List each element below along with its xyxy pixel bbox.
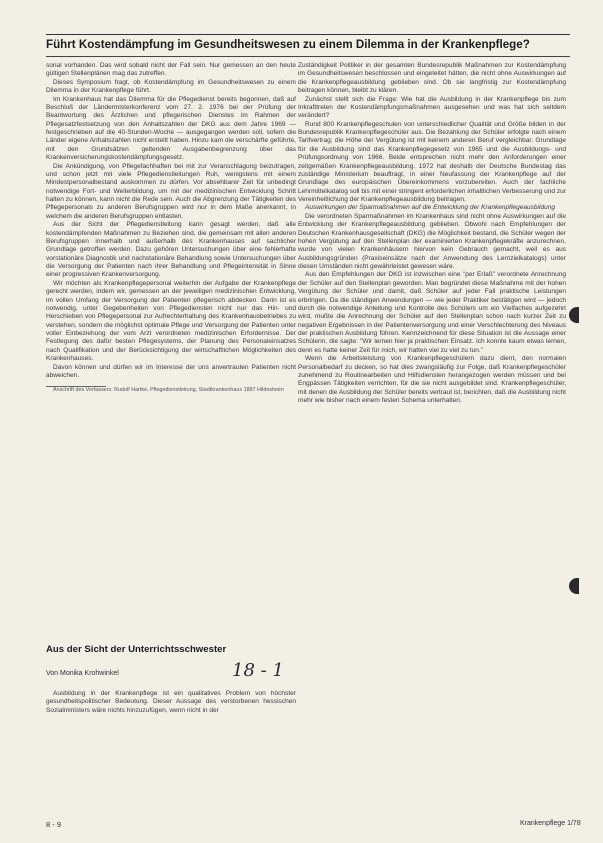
top-rule [46,34,570,35]
article-title: Führt Kostendämpfung im Gesundheitswesen zu einem Dilemma in der Krankenpflege? [46,38,530,51]
right-column [298,62,566,405]
page-number-left: 8 - 9 [46,820,62,829]
paragraph: Die Ankündigung, von Pflegefachhaften bei mit zur Veranschlagung beizutragen, und schon jetzt mit viele Pflegedienstleitungen Ruh, wenigstens mit einem Mindestpersonalbestand auskommen zu dürfen. Vor absehbarer Zeit für unbedingt notwendige Fort- und Weiterbildung, um mit der medizinischen Entwicklung Schritt halten zu können, kann nicht die Rede sein. Auch die Abgrenzung der Tätigkeiten des Pflegepersonals zu anderen Berufsgruppen wird nur in dem Maße anerkannt, in welchem die anderen Berufsgruppen entlasten. [46,162,296,220]
journal-footer: Krankenpflege 1/78 [520,820,581,827]
paragraph: Die verordneten Sparmaßnahmen im Krankenhaus sind nicht ohne Auswirkungen auf die Entwicklung der Krankenpflegeausbildung geblieben. Obwohl nach Empfehlungen der Deutschen Krankenhausgesellschaft (DKG) die Möglichkeit bestand, die Schüler wegen der hohen Vergütung auf den Stellenplan der examinierten Krankenpflegekräfte anzurechnen, wurde von vielen Krankenhäusern hiervon kein Gebrauch gemacht, weil es aus Ausbildungsgründen (Praxiseinsätze nach der Anwendung des Lernzielkatalogs) unter diesen Umständen nicht gewährleistet gewesen wäre. [298,212,566,270]
left-column [46,62,296,394]
lower-left-column [46,690,296,715]
author-byline: Von Monika Krohwinkel [46,670,119,677]
paragraph: Zuständigkeit Politiker in der gesamten Bundesrepublik Maßnahmen zur Kostendämpfung im Gesundheitswesen beschlossen und eingeleitet hätten, die nicht ohne Auswirkungen auf die Krankenpflegeausbildung geblieben sind. Ob sie langfristig zur Kostendämpfung beitragen können, bleibt zu klären. [298,62,566,95]
paragraph: Aus den Empfehlungen der DKG ist inzwischen eine "per Erlaß" verordnete Anrechnung der Schüler auf den Stellenplan geworden. Man begründet diese Maßnahme mit der hohen Vergütung der Schüler und damit, daß Schüler auf jeder Fall praktische Leistungen erbringen. Da die ständigen Anwendungen — wie jeder Praktiker bestätigen wird — jedoch durch die notwendige Anleitung und Kontrolle des Schülers um ein Vielfaches aufgezehrt wird, mußte die Anrechnung der Schüler auf den Stellenplan schon nach kurzer Zeit zu negativen Ergebnissen in der Patientenversorgung und einer Verschlechterung des Niveaus der praktischen Ausbildung führen. Kennzeichnend für diese Situation ist die Aussage einer Schülerin, die sagte: "Wir lernen hier ja praktischen Einsatz. Ich konnte kaum etwas lernen, denn es hatte keiner Zeit für mich, wir hatten viel zu viel zu tun." [298,271,566,354]
paragraph: Ausbildung in der Krankenpflege ist ein qualitatives Problem von höchster gesundheitspolitischer Bedeutung. Dieser Aussage des verstorbenen hessischen Sozialministers wäre nichts hinzuzufügen, wenn nicht in der [46,690,296,714]
paragraph: Wir möchten als Krankenpflegepersonal weiterhin der Aufgabe der Krankenpflege gerecht werden, indem wir, gemessen an der jeweiligen medizinischen Entwicklung, im vollen Umfang der Versorgung der Patienten pflegerisch abdecken. Darin ist es notwendig, unter Gegebenheiten von Pflegediensten nicht nur das Hin- und Herschieben von Pflegepersonal zur Aufrechterhaltung des Krankenhausbetriebes zu verstehen, sondern die möglichst optimale Pflege und Versorgung der Patienten unter voller Einbeziehung der vom Arzt verordneten medizinischen Erfordernisse. Der Festlegung des dafür besten Pflegesystems, der Planung des Personaleinsatzes nach Qualifikation und der Berücksichtigung der wirtschaftlichen Möglichkeiten des Krankenhauses. [46,279,296,363]
section-title: Aus der Sicht der Unterrichtsschwester [46,644,227,655]
punch-hole [569,578,579,594]
paragraph: Rund 800 Krankenpflegeschulen von unterschiedlicher Qualität und Größe bilden in der Bundesrepublik Krankenpflegeschüler aus. Die Bezahlung der Schüler erfolgte nach einem Tarifvertrag; die Höhe der Vergütung ist mit keinem anderen Beruf vergleichbar. Grundlage für die Ausbildung sind das Krankenpflegegesetz von 1965 und die Ausbildungs- und Prüfungsordnung von 1966. Beide entsprechen nicht mehr den Anforderungen einer zeitgemäßen Krankenpflegeausbildung. 1972 hat deshalb der Deutsche Bundestag das zuständige Ministerium beauftragt, in einer Neufassung der Krankenpflege auf der Grundlage des europäischen Übereinkommens vorzubereiten. Auch der fachliche Lehrmittelkatalog soll bis mit einer stringent erforderlichen inhaltlichen Verbesserung und zur Vereinheitlichung der Krankenpflegeausbildung beitragen. [298,120,566,203]
punch-hole [569,307,579,323]
paragraph: sonal vorhanden. Das wird sobald nicht der Fall sein. Nur gemessen an den heute gültigen Stellenplänen mag das zutreffen. [46,62,296,78]
paragraph: Aus der Sicht der Pflegedienstleitung kann gesagt werden, daß alle kostendämpfenden Maßnahmen zu Beziehen sind, die gemeinsam mit allen anderen Berufsgruppen innerhalb und außerhalb des Krankenhauses auf sachlicher Grundlage getroffen werden. Dazu gehören Untersuchungen über eine fehlerhafte vorstationäre Diagnostik und nachstationäre Behandlung sowie Untersuchungen über die Versorgung der Patienten nach ihrer Behandlung und Pflegeintensität in Sinne einer progressiven Krankenversorgung. [46,221,296,279]
handwritten-mark: 18 - 1 [232,660,284,681]
author-address-footnote: Anschrift des Verfassers: Rudolf Hartke, Pflegedienstleitung, Stadtkrankenhaus 1887 Hildesheim [53,387,284,394]
paragraph: Zunächst stellt sich die Frage: Wie hat die Ausbildung in der Krankenpflege bis zum Inkrafttreten der Kostendämpfungsmaßnahmen ausgesehen und was hat sich seitdem verändert? [298,95,566,120]
paragraph: Dieses Symposium fragt, ob Kostendämpfung im Gesundheitswesen zu einem Dilemma in der Krankenpflege führt. [46,78,296,95]
paragraph: Im Krankenhaus hat das Dilemma für die Pflegedienst bereits begonnen, daß auf Beschluß der Ländermisterkonferenz vom 27. 2. 1976 bei der Prüfung der Beantwortung des Ärzlichen und pflegerischen Dienstes im Rahmen der Pflegesatzfestsetzung von den Anhaltszahlen der DKG aus dem Jahre 1969 — festgeschrieben auf die 40-Stunden-Woche — ausgegangen werden soll, sofern die Länder eigene Anhaltszahlen nicht erstellt haben. Hinzu kam die verschärfte geführte, mit den Grundsätzen geltenden Ausgabenbegrenzung über das Krankenversicherungskostendämpfungsgesetz. [46,95,296,162]
title-underline [46,56,570,57]
paragraph: Davon können und dürfen wir im Interesse der uns anvertrauten Patienten nicht abweichen. [46,363,296,379]
paragraph: Wenn die Arbeitsleistung von Krankenpflegeschülern dazu dient, den normalen Personalbedarf zu decken, so hat dies zwangsläufig zur Folge, daß Krankenpflegeschüler zunehmend zu Routinearbeiten und Hilfsdiensten herangezogen werden müssen und bei Engpässen Tätigkeiten verrichten, für die sie nicht ausgebildet sind. Krankenpflegeschüler, mit denen die Ausbildung der Schüler bereits vertraut ist, berichten, daß die Ausbildung nicht mehr wie bisher nach einem festen Schema unterhalten. [298,355,566,404]
subheading: Auswirkungen der Sparmaßnahmen auf die Entwicklung der Krankenpflegeausbildung [305,204,556,212]
